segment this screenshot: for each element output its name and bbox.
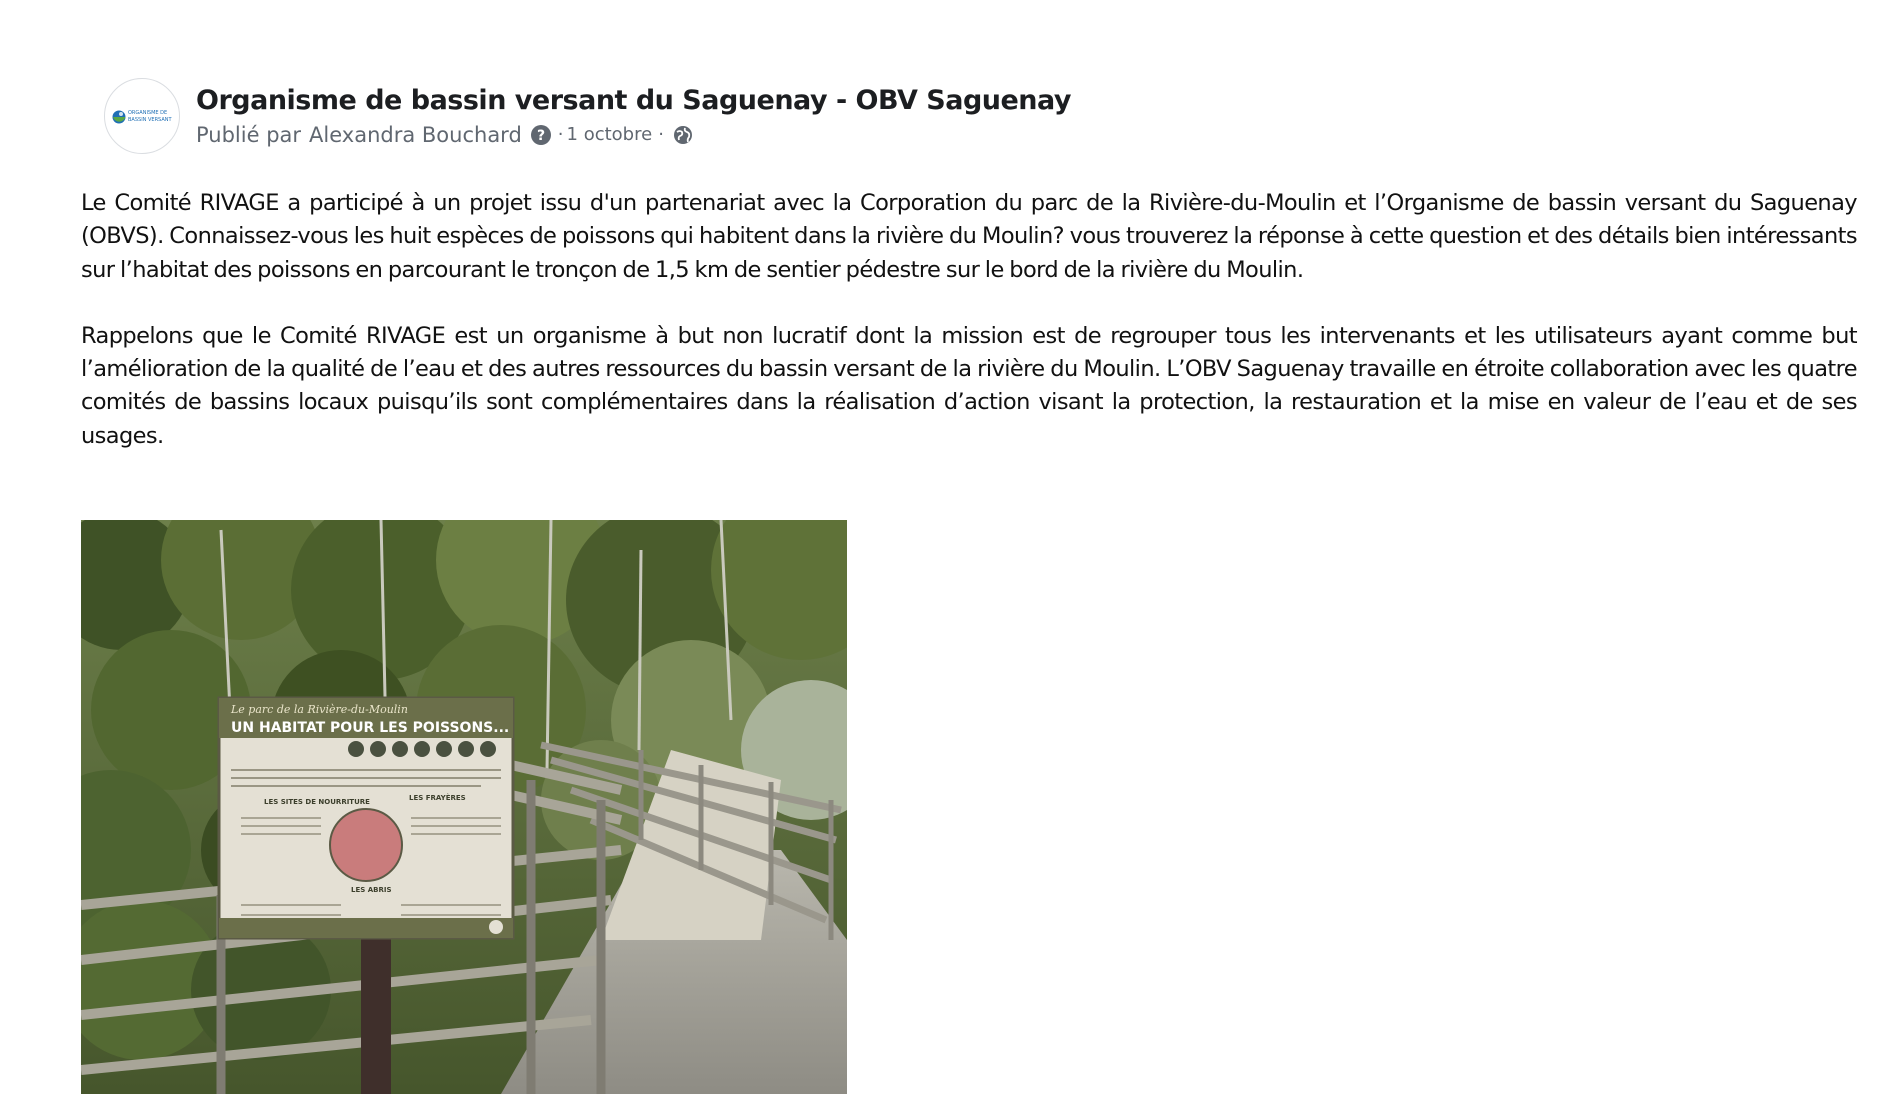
post-header	[104, 78, 1071, 154]
post-subline	[196, 120, 1071, 150]
photo-scene	[81, 520, 847, 1094]
sign-section-1: LES SITES DE NOURRITURE	[264, 798, 370, 806]
page-avatar[interactable]	[104, 78, 180, 154]
page-name-link[interactable]: Organisme de bassin versant du Saguenay - OBV Saguenay	[196, 85, 1072, 116]
sign-title-text: UN HABITAT POUR LES POISSONS...	[231, 720, 510, 736]
interpretive-sign	[219, 698, 513, 938]
post-meta	[196, 82, 1071, 150]
logo-text-line-2: BASSIN VERSANT	[128, 117, 172, 123]
separator-dot-2: ·	[658, 124, 664, 145]
published-by-label: Publié par	[196, 123, 302, 147]
author-link[interactable]: Alexandra Bouchard	[309, 123, 522, 147]
obv-logo	[111, 101, 173, 131]
post-paragraph-2: Rappelons que le Comité RIVAGE est un organisme à but non lucratif dont la mission est de regrouper tous les intervenants et les utilisateurs ayant comme but l’amélioration de la qualité de l’eau et des autres ressources du bassin versant de la rivière du Moulin. L’OBV Saguenay travaille en étroite collaboration avec les quatre comités de bassins locaux puisqu’ils sont complémentaires dans la réalisation d’action visant la protection, la restauration et la mise en valeur de l’eau et de ses usages.	[81, 322, 1857, 449]
separator-dot: ·	[557, 124, 564, 145]
sign-post	[361, 935, 391, 1094]
sign-script-text: Le parc de la Rivière-du-Moulin	[231, 703, 408, 716]
sign-section-3: LES ABRIS	[351, 886, 392, 894]
sign-section-2: LES FRAYÈRES	[409, 794, 466, 802]
post-photo[interactable]	[81, 520, 847, 1094]
globe-icon[interactable]	[673, 125, 693, 145]
post-paragraph-1: Le Comité RIVAGE a participé à un projet issu d'un partenariat avec la Corporation du parc de la Rivière-du-Moulin et l’Organisme de bassin versant du Saguenay (OBVS). Connaissez-vous les huit espèces de poissons qui habitent dans la rivière du Moulin? vous trouverez la réponse à cette question et des détails bien intéressants sur l’habitat des poissons en parcourant le tronçon de 1,5 km de sentier pédestre sur le bord de la rivière du Moulin.	[81, 190, 1857, 283]
question-circle-icon[interactable]	[530, 124, 552, 146]
post-body	[81, 187, 1857, 453]
post-date-link[interactable]: 1 octobre	[566, 124, 653, 145]
svg-text:?: ?	[536, 128, 545, 144]
logo-text-line-1: ORGANISME DE	[128, 110, 168, 116]
